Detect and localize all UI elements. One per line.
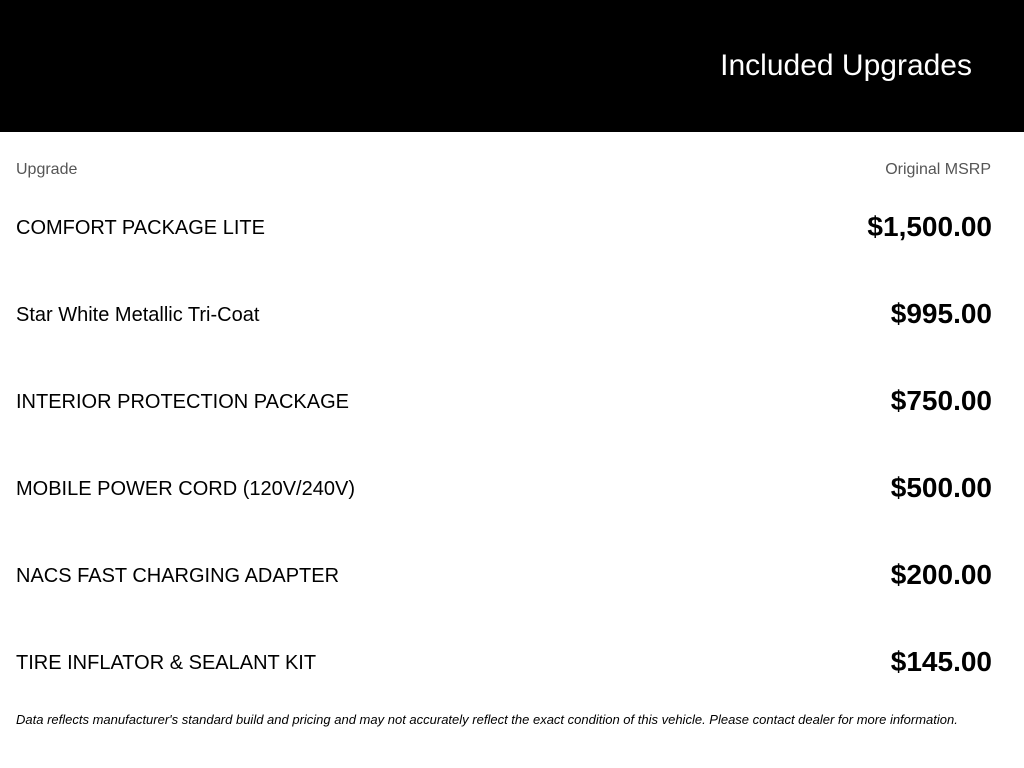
page-title: Included Upgrades: [720, 49, 972, 82]
column-header-msrp: Original MSRP: [885, 161, 991, 178]
upgrade-name: MOBILE POWER CORD (120V/240V): [16, 478, 355, 500]
upgrade-price: $500.00: [890, 472, 992, 503]
disclaimer-text: Data reflects manufacturer's standard build and pricing and may not accurately reflect the exact condition of this vehicle. Please contact dealer for more information.: [16, 712, 958, 727]
upgrade-name: COMFORT PACKAGE LITE: [16, 217, 265, 239]
upgrade-price: $145.00: [890, 646, 992, 677]
table-row: [0, 469, 1024, 509]
upgrade-price: $200.00: [890, 559, 992, 590]
upgrade-name: TIRE INFLATOR & SEALANT KIT: [16, 652, 317, 674]
page-header: [0, 0, 1024, 132]
table-row: [0, 556, 1024, 596]
upgrade-price: $750.00: [890, 385, 992, 416]
upgrade-name: NACS FAST CHARGING ADAPTER: [16, 565, 340, 587]
column-header-upgrade: Upgrade: [16, 161, 78, 178]
table-row: [0, 295, 1024, 335]
table-row: [0, 643, 1024, 683]
table-row: [0, 382, 1024, 422]
upgrade-name: Star White Metallic Tri-Coat: [16, 304, 260, 326]
table-row: [0, 208, 1024, 248]
upgrade-name: INTERIOR PROTECTION PACKAGE: [16, 391, 349, 413]
upgrade-price: $1,500.00: [867, 211, 992, 242]
upgrade-price: $995.00: [890, 298, 992, 329]
